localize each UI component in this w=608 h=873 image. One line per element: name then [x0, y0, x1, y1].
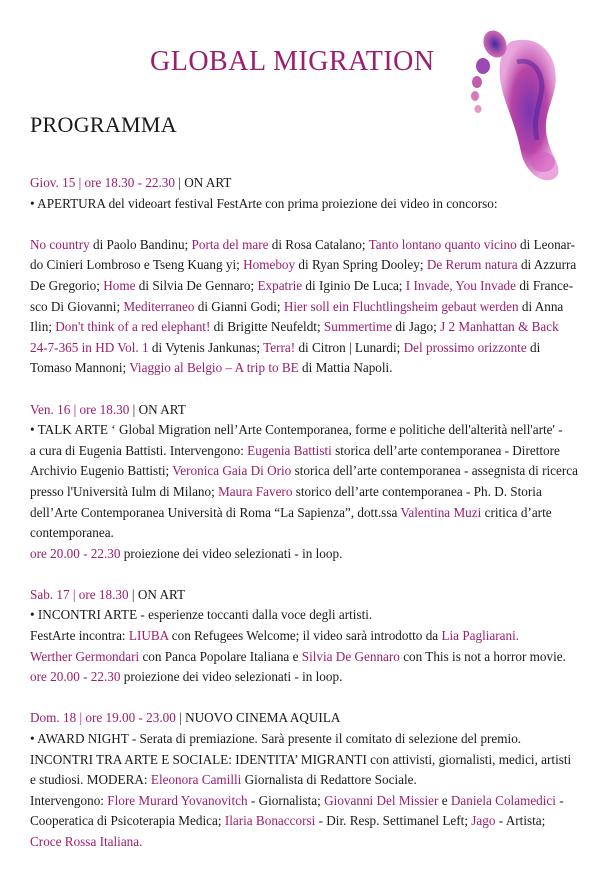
text-line: [30, 729, 582, 750]
body-text: • TALK ARTE ‘ Global Migration nell’Arte Contemporanea, forme e politiche dell'alterità nell'arte' -: [30, 422, 563, 438]
body-text: di France-: [516, 277, 574, 293]
body-text: e studiosi. MODERA:: [30, 772, 151, 788]
text-line: [30, 647, 582, 668]
highlight-text: 24-7-365 in HD Vol. 1: [30, 339, 149, 355]
text-line: [30, 791, 582, 812]
body-text: - Artista;: [495, 813, 546, 829]
highlight-text: Giov. 15 | ore 18.30 - 22.30: [30, 175, 175, 190]
body-text: • APERTURA del videoart festival FestArte con prima proiezione dei video in concorso:: [30, 195, 498, 211]
body-text: a cura di Eugenia Battisti. Intervengono:: [30, 442, 248, 458]
text-line: [30, 585, 582, 606]
body-text: do Cinieri Lombroso e Tseng Kuang yi;: [30, 257, 244, 273]
text-line: [30, 544, 582, 565]
highlight-text: I Invade, You Invade: [405, 277, 517, 293]
body-text: di Jago;: [392, 319, 441, 335]
body-text: Archivio Eugenio Battisti;: [30, 463, 173, 479]
body-text: - Giornalista;: [247, 792, 325, 808]
highlight-text: Homeboy: [243, 257, 296, 273]
section-dom18: [30, 708, 582, 852]
section-giov15: [30, 173, 582, 379]
body-text: di Iginio De Luca;: [302, 277, 406, 293]
highlight-text: Veronica Gaia Di Orio: [172, 463, 292, 479]
highlight-text: Valentina Muzi: [400, 504, 482, 520]
text-line: [30, 708, 582, 729]
spacer: [30, 214, 582, 235]
highlight-text: Daniela Colamedici: [450, 792, 556, 808]
highlight-text: Ven. 16 | ore 18.30: [30, 401, 130, 417]
body-text: di Citron | Lunardi;: [295, 339, 404, 355]
highlight-text: Mediterraneo: [123, 298, 195, 314]
body-text: contemporanea.: [30, 525, 114, 541]
body-text: presso l'Università Iulm di Milano;: [30, 483, 219, 499]
highlight-text: Terra!: [263, 339, 296, 355]
highlight-text: Eleonora Camilli: [150, 772, 242, 788]
body-text: di Rosa Catalano;: [268, 236, 369, 252]
page-title: GLOBAL MIGRATION: [150, 46, 435, 77]
body-text: di Anna: [518, 298, 564, 314]
text-line: [30, 482, 582, 503]
text-line: [30, 255, 582, 276]
body-text: sco Di Giovanni;: [30, 298, 124, 314]
body-text: critica d’arte: [481, 504, 552, 520]
body-text: di Mattia Napoli.: [298, 360, 393, 376]
highlight-text: No country: [30, 236, 90, 252]
body-text: di Silvia De Gennaro;: [135, 277, 258, 293]
text-line: [30, 605, 582, 626]
text-line: [30, 750, 582, 771]
highlight-text: Expatrie: [257, 277, 303, 293]
body-text: con This is not a horror movie.: [399, 648, 566, 664]
body-text: Tomaso Mannoni;: [30, 360, 130, 376]
highlight-text: Tanto lontano quanto vicino: [368, 236, 517, 252]
highlight-text: Sab. 17 | ore 18.30: [30, 586, 129, 602]
body-text: con Refugees Welcome; il video sarà introdotto da: [168, 628, 442, 644]
body-text: De Gregorio;: [30, 277, 104, 293]
highlight-text: Viaggio al Belgio – A trip to BE: [129, 360, 299, 376]
body-text: proiezione dei video selezionati - in loop.: [120, 669, 343, 685]
body-text: dell’Arte Contemporanea Università di Roma “La Sapienza”, dott.ssa: [30, 504, 401, 520]
body-text: con Panca Popolare Italiana e: [139, 648, 302, 664]
body-text: di Paolo Bandinu;: [89, 236, 192, 252]
highlight-text: Home: [103, 277, 136, 293]
text-line: [30, 358, 582, 379]
text-line: [30, 400, 582, 421]
text-line: [30, 667, 582, 688]
body-text: Cooperatica di Psicoterapia Medica;: [30, 813, 225, 829]
highlight-text: ore 20.00 - 22.30: [30, 669, 121, 685]
highlight-text: Porta del mare: [191, 236, 269, 252]
highlight-text: Lia Pagliarani.: [441, 628, 520, 644]
highlight-text: Hier soll ein Fluchtlingsheim gebaut werden: [283, 298, 519, 314]
body-text: di Brigitte Neufeldt;: [210, 319, 324, 335]
text-line: [30, 235, 582, 256]
highlight-text: Ilaria Bonaccorsi: [224, 813, 316, 829]
text-line: [30, 441, 582, 462]
body-text: • INCONTRI ARTE - esperienze toccanti dalla voce degli artisti.: [30, 607, 373, 623]
text-line: [30, 626, 582, 647]
highlight-text: Maura Favero: [218, 483, 293, 499]
text-line: [30, 317, 582, 338]
text-line: [30, 297, 582, 318]
body-text: di Azzurra: [517, 257, 577, 273]
body-text: • AWARD NIGHT - Serata di premiazione. Sarà presente il comitato di selezione del premio.: [30, 731, 522, 747]
body-text: di Ryan Spring Dooley;: [295, 257, 427, 273]
text-line: [30, 770, 582, 791]
body-text: di Leonar-: [516, 236, 576, 252]
text-line: [30, 461, 582, 482]
text-line: [30, 420, 582, 441]
body-text: | ON ART: [175, 175, 232, 190]
body-text: -: [555, 792, 564, 808]
body-text: - Dir. Resp. Settimanel Left;: [315, 813, 472, 829]
body-text: Giornalista di Redattore Sociale.: [241, 772, 417, 788]
program-content: [30, 173, 582, 873]
body-text: Ilin;: [30, 319, 56, 335]
section-sab17: [30, 585, 582, 688]
highlight-text: LIUBA: [128, 628, 169, 644]
body-text: INCONTRI TRA ARTE E SOCIALE: IDENTITA’ MIGRANTI con attivisti, giornalisti, medici, artisti: [30, 751, 572, 767]
highlight-text: Dom. 18 | ore 19.00 - 23.00: [30, 710, 176, 726]
highlight-text: Flore Murard Yovanovitch: [107, 792, 248, 808]
body-text: | ON ART: [129, 401, 186, 417]
body-text: di: [526, 339, 541, 355]
text-line: [30, 338, 582, 359]
text-line: [30, 276, 582, 297]
body-text: | ON ART: [128, 586, 186, 602]
body-text: storica dell’arte contemporanea - assegnista di ricerca: [291, 463, 578, 479]
highlight-text: Del prossimo orizzonte: [403, 339, 527, 355]
body-text: | NUOVO CINEMA AQUILA: [175, 710, 341, 726]
body-text: di Gianni Godi;: [194, 298, 284, 314]
highlight-text: Croce Rossa Italiana.: [30, 834, 143, 849]
highlight-text: Jago: [471, 813, 496, 829]
text-line: [30, 194, 582, 215]
highlight-text: Silvia De Gennaro: [301, 648, 400, 664]
text-line: [30, 503, 582, 524]
section-ven16: [30, 400, 582, 565]
text-line: [30, 523, 582, 544]
highlight-text: Summertime: [323, 319, 393, 335]
text-line: [30, 173, 582, 194]
body-text: storico dell’arte contemporanea - Ph. D. Storia: [292, 483, 542, 499]
highlight-text: Werther Germondari: [30, 648, 140, 664]
footprint-icon: [455, 22, 595, 182]
text-line: [30, 832, 582, 853]
body-text: proiezione dei video selezionati - in loop.: [120, 545, 343, 561]
highlight-text: Giovanni Del Missier: [324, 792, 439, 808]
body-text: FestArte incontra:: [30, 628, 129, 644]
body-text: e: [438, 792, 451, 808]
body-text: storica dell’arte contemporanea - Direttore: [331, 442, 560, 458]
text-line: [30, 811, 582, 832]
body-text: di Vytenis Jankunas;: [148, 339, 264, 355]
body-text: Intervengono:: [30, 792, 108, 808]
programma-heading: PROGRAMMA: [30, 112, 177, 137]
highlight-text: Eugenia Battisti: [247, 442, 332, 458]
highlight-text: ore 20.00 - 22.30: [30, 545, 121, 561]
highlight-text: Don't think of a red elephant!: [55, 319, 211, 335]
highlight-text: J 2 Manhattan & Back: [440, 319, 559, 335]
highlight-text: De Rerum natura: [426, 257, 518, 273]
